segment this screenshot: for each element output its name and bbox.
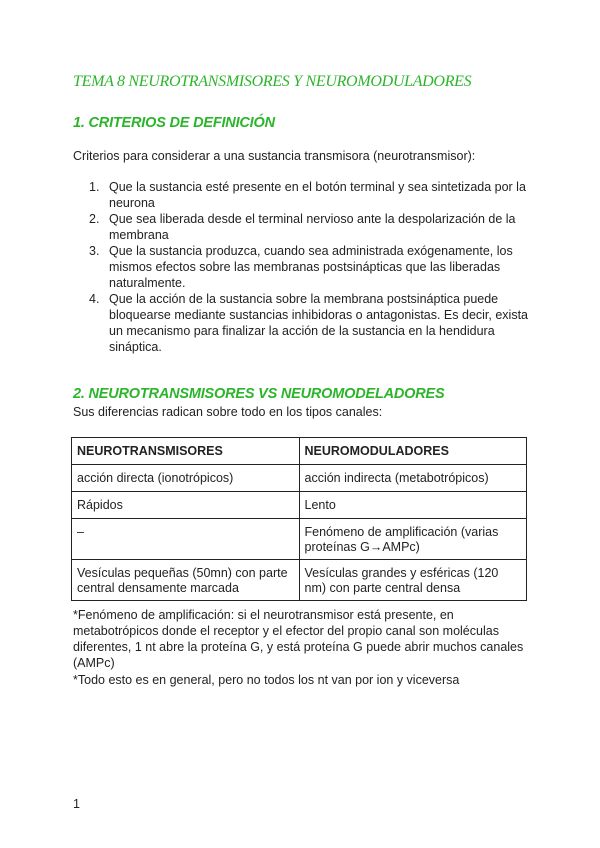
page-number: 1 — [73, 797, 80, 811]
criteria-list — [73, 179, 533, 355]
table-row — [72, 519, 527, 560]
comparison-table — [71, 437, 527, 601]
table-row — [72, 560, 527, 601]
section-2-heading: 2. NEUROTRANSMISORES VS NEUROMODELADORES — [73, 386, 445, 402]
amplification-note: *Fenómeno de amplificación: si el neurotransmisor está presente, en metabotrópicos donde el receptor y el efector del propio canal son moléculas diferentes, 1 nt abre la proteína G, y está proteína G puede abrir muchos canales (AMPc) — [73, 608, 524, 670]
table-cell: Rápidos — [72, 492, 300, 519]
column-header: NEUROMODULADORES — [299, 438, 527, 465]
column-header: NEUROTRANSMISORES — [72, 438, 300, 465]
list-item-text: Que la sustancia esté presente en el botón terminal y sea sintetizada por la neurona — [109, 180, 526, 210]
list-item — [73, 179, 533, 211]
list-item-number: 1. — [89, 180, 100, 194]
list-item-number: 3. — [89, 244, 100, 258]
list-item — [73, 243, 533, 291]
table-cell: Vesículas pequeñas (50mn) con parte central densamente marcada — [72, 560, 300, 601]
table-row — [72, 465, 527, 492]
table-cell: – — [72, 519, 300, 560]
table-header-row — [72, 438, 527, 465]
section-2-intro: Sus diferencias radican sobre todo en los tipos canales: — [73, 405, 383, 419]
list-item-text: Que la sustancia produzca, cuando sea administrada exógenamente, los mismos efectos sobre las membranas postsinápticas que las liberadas naturalmente. — [109, 244, 513, 290]
section-1-heading: 1. CRITERIOS DE DEFINICIÓN — [73, 115, 275, 131]
list-item — [73, 211, 533, 243]
document-title: TEMA 8 NEUROTRANSMISORES Y NEUROMODULADORES — [73, 73, 472, 90]
list-item-number: 4. — [89, 292, 100, 306]
table-cell: Vesículas grandes y esféricas (120 nm) con parte central densa — [299, 560, 527, 601]
general-note: *Todo esto es en general, pero no todos los nt van por ion y viceversa — [73, 673, 460, 687]
table-cell: acción indirecta (metabotrópicos) — [299, 465, 527, 492]
table-cell: acción directa (ionotrópicos) — [72, 465, 300, 492]
list-item — [73, 291, 533, 355]
table-row — [72, 492, 527, 519]
list-item-text: Que sea liberada desde el terminal nervioso ante la despolarización de la membrana — [109, 212, 516, 242]
list-item-number: 2. — [89, 212, 100, 226]
section-1-intro: Criterios para considerar a una sustancia transmisora (neurotransmisor): — [73, 149, 476, 163]
table-cell: Lento — [299, 492, 527, 519]
table-cell: Fenómeno de amplificación (varias proteínas G→AMPc) — [299, 519, 527, 560]
list-item-text: Que la acción de la sustancia sobre la membrana postsináptica puede bloquearse mediante sustancias inhibidoras o antagonistas. Es decir, exista un mecanismo para finalizar la acción de la sustancia en la hendidura sináptica. — [109, 292, 529, 354]
